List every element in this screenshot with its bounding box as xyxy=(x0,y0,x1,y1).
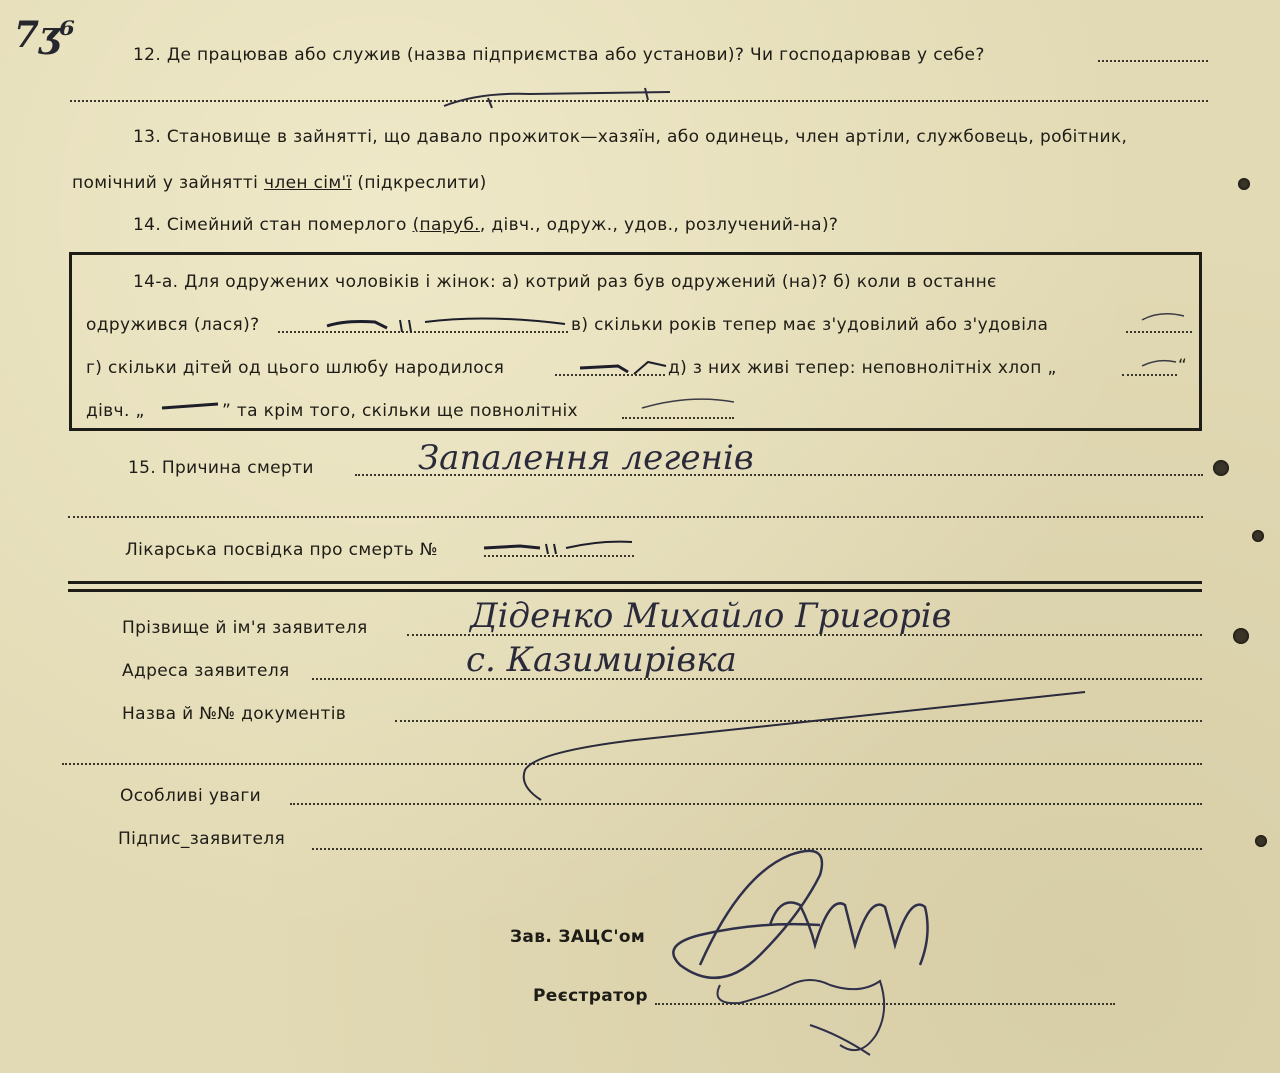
q14a-line3a: г) скільки дітей од цього шлюбу народилося xyxy=(86,358,505,378)
binder-hole xyxy=(1255,835,1267,847)
q15-label: 15. Причина смерти xyxy=(128,458,314,478)
applicant-address-line xyxy=(312,678,1202,680)
q14a-adults-dash xyxy=(640,394,740,412)
page-number-handwritten: 7ʒ⁶ xyxy=(14,14,76,56)
q14a-widowed-years-dash xyxy=(1140,308,1190,326)
q14a-line4b: ” та крім того, скільки ще повнолітніх xyxy=(222,401,578,421)
q12-answer-line-1 xyxy=(1098,60,1208,62)
q14a-line2b: в) скільки років тепер має з'удовілий або з'удовіла xyxy=(571,315,1049,335)
section-divider-bottom xyxy=(68,589,1202,592)
q14a-widowed-years-line xyxy=(1126,331,1192,333)
q14a-line1: 14-а. Для одружених чоловіків і жінок: а) котрий раз був одружений (на)? б) коли в останнє xyxy=(133,272,997,292)
q14-suffix: , дівч., одруж., удов., розлучений-на)? xyxy=(479,215,839,235)
q14a-minor-boys-dash xyxy=(1140,356,1180,370)
section-divider-top xyxy=(68,581,1202,584)
q15-value-handwritten: Запалення легенів xyxy=(418,438,754,478)
q14-prefix: 14. Сімейний стан померлого xyxy=(133,215,413,235)
q14a-line2a: одружився (лася)? xyxy=(86,315,260,335)
zags-head-label: Зав. ЗАЦС'ом xyxy=(510,927,646,947)
applicant-signature-label: Підпис_заявителя xyxy=(118,829,286,849)
q14a-line3c: “ xyxy=(1178,356,1188,376)
registrar-label: Реєстратор xyxy=(533,986,648,1006)
official-signature xyxy=(640,835,960,1065)
applicant-address-label: Адреса заявителя xyxy=(122,661,290,681)
q14a-children-born-dash xyxy=(578,356,678,380)
q13-label-line2 xyxy=(72,173,487,193)
q14a-adults-line xyxy=(622,417,734,419)
special-notes-line xyxy=(290,803,1202,805)
special-notes-label: Особливі уваги xyxy=(120,786,262,806)
binder-hole xyxy=(1252,530,1264,542)
applicant-name-label: Прізвище й ім'я заявителя xyxy=(122,618,368,638)
q15-answer-line-2 xyxy=(68,516,1203,518)
medical-certificate-dash xyxy=(480,536,640,558)
q12-dash-mark xyxy=(440,84,720,114)
q14a-last-married-dash xyxy=(325,312,575,336)
applicant-name-handwritten: Діденко Михайло Григорів xyxy=(470,596,952,636)
q14-label xyxy=(133,215,838,235)
q14a-line4a: дівч. „ xyxy=(86,401,145,421)
q13-line2-suffix: (підкреслити) xyxy=(351,173,487,193)
q13-label-line1: 13. Становище в зайнятті, що давало прожиток—хазяїн, або одинець, член артіли, службовець, робітник, xyxy=(133,127,1128,147)
q14a-minor-girls-dash xyxy=(160,398,224,414)
q14a-line3b: д) з них живі тепер: неповнолітніх хлоп „ xyxy=(668,358,1057,378)
q14a-minor-boys-line xyxy=(1122,374,1177,376)
binder-hole xyxy=(1233,628,1249,644)
q13-line2-prefix: помічний у зайнятті xyxy=(72,173,264,193)
medical-certificate-label: Лікарська посвідка про смерть № xyxy=(125,540,438,560)
binder-hole xyxy=(1238,178,1250,190)
binder-hole xyxy=(1213,460,1229,476)
documents-label: Назва й №№ документів xyxy=(122,704,347,724)
q13-underlined-option: член сім'ї xyxy=(263,173,352,193)
applicant-address-handwritten: с. Казимирівка xyxy=(466,640,737,680)
documents-dash-stroke xyxy=(515,690,1095,805)
q12-label: 12. Де працював або служив (назва підприємства або установи)? Чи господарював у себе? xyxy=(133,45,985,65)
q14-underlined-option: (паруб. xyxy=(412,215,480,235)
